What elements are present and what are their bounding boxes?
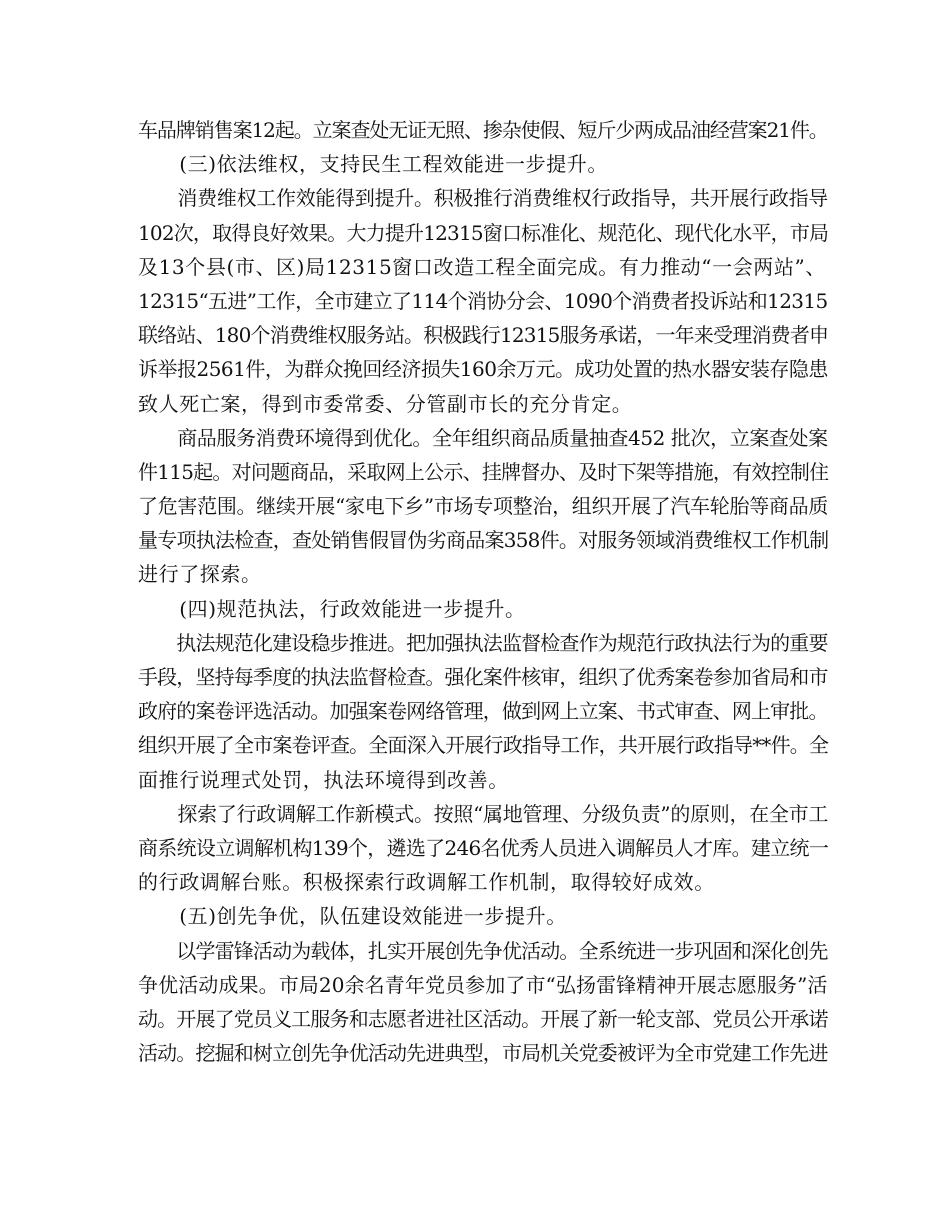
text-line: 量专项执法检查，查处销售假冒伪劣商品案358件。对服务领域消费维权工作机制 [138,528,829,553]
text-line: 及13个县(市、区)局12315窗口改造工程全面完成。有力推动“一会两站”、 [138,254,826,279]
text-line: 手段，坚持每季度的执法监督检查。强化案件核审，组织了优秀案卷参加省局和市 [138,665,828,689]
text-line: 活动。挖掘和树立创先争优活动先进典型，市局机关党委被评为全市党建工作先进 [138,1041,828,1066]
text-line: 了危害范围。继续开展“家电下乡”市场专项整治，组织开展了汽车轮胎等商品质 [138,494,829,519]
document-body [138,113,828,1070]
text-line: 102次，取得良好效果。大力提升12315窗口标准化、规范化、现代化水平，市局 [138,220,829,245]
text-line: 商品服务消费环境得到优化。全年组织商品质量抽查452 批次，立案查处案 [138,425,828,450]
text-line: 政府的案卷评选活动。加强案卷网络管理，做到网上立案、书式审查、网上审批。 [138,699,828,724]
text-line: 车品牌销售案12起。立案查处无证无照、掺杂使假、短斤少两成品油经营案21件。 [138,118,828,142]
text-line: 联络站、180个消费维权服务站。积极践行12315服务承诺，一年来受理消费者申 [138,323,829,348]
text-line: 件115起。对问题商品，采取网上公示、挂牌督办、及时下架等措施，有效控制住 [138,459,829,484]
text-line: 组织开展了全市案卷评查。全面深入开展行政指导工作，共开展行政指导**件。全 [138,733,829,758]
section-heading: (四)规范执法，行政效能进一步提升。 [138,596,526,621]
text-line: 商系统设立调解机构139个，遴选了246名优秀人员进入调解员人才库。建立统一 [138,835,829,860]
text-line: 12315“五进”工作，全市建立了114个消协分会、1090个消费者投诉站和12315 [138,288,828,313]
section-heading: (五)创先争优，队伍建设效能进一步提升。 [138,904,567,929]
text-line: 探索了行政调解工作新模式。按照“属地管理、分级负责”的原则，在全市工 [138,801,829,826]
text-line: 致人死亡案，得到市委常委、分管副市长的充分肯定。 [138,391,633,416]
text-line: 的行政调解台账。积极探索行政调解工作机制，取得较好成效。 [138,870,715,895]
text-line: 诉举报2561件，为群众挽回经济损失160余万元。成功处置的热水器安装存隐患 [138,357,828,382]
text-line: 动。开展了党员义工服务和志愿者进社区活动。开展了新一轮支部、党员公开承诺 [138,1006,828,1031]
text-line: 争优活动成果。市局20余名青年党员参加了市“弘扬雷锋精神开展志愿服务”活 [138,972,828,997]
text-line: 面推行说理式处罚，执法环境得到改善。 [138,767,509,792]
text-line: 进行了探索。 [138,562,262,587]
text-line: 以学雷锋活动为载体，扎实开展创先争优活动。全系统进一步巩固和深化创先 [138,938,828,963]
section-heading: (三)依法维权，支持民生工程效能进一步提升。 [138,152,609,177]
text-line: 执法规范化建设稳步推进。把加强执法监督检查作为规范行政执法行为的重要 [138,630,828,655]
text-line: 消费维权工作效能得到提升。积极推行消费维权行政指导，共开展行政指导 [138,186,828,211]
